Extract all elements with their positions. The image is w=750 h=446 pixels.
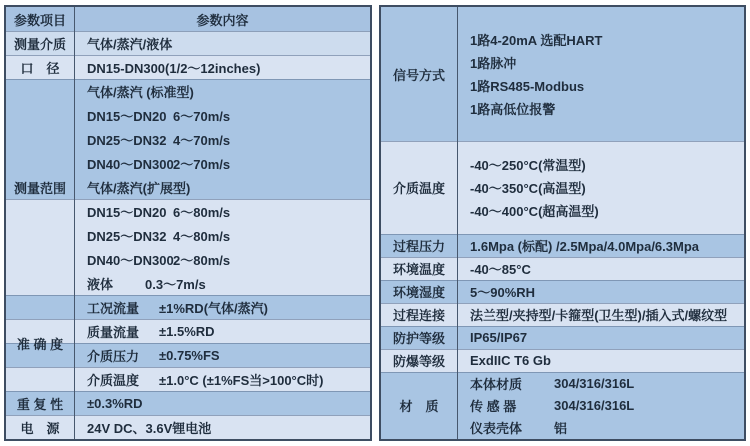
- range-speed: 6～80m/s: [173, 204, 231, 220]
- value-measuring-medium: [75, 31, 370, 55]
- range-subheader: 气体/蒸汽(扩展型): [87, 180, 191, 196]
- material-line: [458, 395, 744, 417]
- label-protection-rating: 防护等级: [392, 331, 445, 346]
- material-line: [458, 373, 744, 395]
- range-speed: 2～70m/s: [173, 156, 231, 172]
- accuracy-line: [75, 295, 370, 319]
- value-text: ±0.3%RD: [87, 395, 143, 411]
- range-line: [75, 127, 370, 151]
- label-ambient-humidity: 环境湿度: [392, 285, 445, 300]
- signal-line-text: 1路RS485-Modbus: [470, 79, 585, 94]
- signal-line: [458, 51, 744, 74]
- range-size: DN25～DN32: [87, 132, 167, 148]
- accuracy-value: ±0.75%FS: [159, 347, 220, 363]
- right-spec-table: [379, 5, 746, 441]
- value-diameter: [75, 55, 370, 79]
- value-ambient-temperature: [458, 257, 744, 280]
- range-line: [75, 175, 370, 199]
- accuracy-value: ±1%RD(气体/蒸汽): [159, 300, 268, 316]
- label-measuring-range: 测量范围: [13, 180, 66, 196]
- range-size: 液体: [87, 276, 114, 292]
- signal-line-text: 1路高低位报警: [470, 102, 556, 117]
- accuracy-item: 工况流量: [87, 300, 140, 316]
- accuracy-line: [75, 367, 370, 391]
- range-subheader: 气体/蒸汽 (标准型): [87, 84, 194, 100]
- value-repeatability: [75, 391, 370, 415]
- value-power-supply: [75, 415, 370, 439]
- range-size: DN40～DN300: [87, 156, 174, 172]
- temperature-line: [458, 199, 744, 222]
- range-line: [75, 247, 370, 271]
- accuracy-line: [75, 319, 370, 343]
- value-text: 1.6Mpa (标配) /2.5Mpa/4.0Mpa/6.3Mpa: [470, 239, 700, 254]
- value-process-pressure: [458, 234, 744, 257]
- accuracy-item: 介质温度: [87, 372, 140, 388]
- range-speed: 6～70m/s: [173, 108, 231, 124]
- accuracy-value: ±1.5%RD: [159, 323, 215, 339]
- material-value: 304/316/316L: [554, 376, 635, 391]
- accuracy-line: [75, 343, 370, 367]
- range-speed: 4～70m/s: [173, 132, 231, 148]
- label-measuring-medium: 测量介质: [13, 36, 66, 52]
- value-explosion-proof: [458, 349, 744, 372]
- label-explosion-proof: 防爆等级: [392, 354, 445, 369]
- material-item: 仪表壳体: [470, 421, 523, 436]
- label-process-pressure: 过程压力: [392, 239, 445, 254]
- value-text: 5～90%RH: [470, 285, 536, 300]
- signal-line: [458, 97, 744, 120]
- value-protection-rating: [458, 326, 744, 349]
- accuracy-value: ±1.0°C (±1%FS当>100°C时): [159, 372, 324, 388]
- col-header-parameter-content: [75, 7, 370, 31]
- range-line: [75, 79, 370, 103]
- value-text: IP65/IP67: [470, 330, 528, 345]
- value-text: DN15-DN300(1/2～12inches): [87, 60, 261, 76]
- range-size: DN15～DN20: [87, 204, 167, 220]
- value-text: 气体/蒸汽/液体: [87, 36, 173, 52]
- range-line: [75, 151, 370, 175]
- temperature-line: [458, 176, 744, 199]
- value-process-connection: [458, 303, 744, 326]
- range-size: DN25～DN32: [87, 228, 167, 244]
- signal-lines-block: [458, 7, 744, 141]
- value-text: 法兰型/夹持型/卡箍型(卫生型)/插入式/螺纹型: [470, 308, 728, 323]
- label-repeatability: 重 复 性: [16, 396, 64, 412]
- label-process-connection: 过程连接: [392, 308, 445, 323]
- value-ambient-humidity: [458, 280, 744, 303]
- material-item: 本体材质: [470, 377, 523, 392]
- label-power-supply: 电 源: [20, 420, 60, 436]
- range-size: DN15～DN20: [87, 108, 167, 124]
- label-diameter: 口 径: [20, 60, 60, 76]
- col-header-parameter-content-text: 参数内容: [196, 12, 249, 28]
- range-speed: 4～80m/s: [173, 228, 231, 244]
- range-size: DN40～DN300: [87, 252, 174, 268]
- range-speed: 2～80m/s: [173, 252, 231, 268]
- range-line: [75, 271, 370, 295]
- signal-line-text: 1路4-20mA 选配HART: [470, 33, 603, 48]
- medium-temperature-block: [458, 141, 744, 234]
- column-divider: [457, 7, 458, 439]
- label-accuracy: 准 确 度: [16, 336, 64, 352]
- value-text: 24V DC、3.6V锂电池: [87, 420, 212, 436]
- signal-line: [458, 74, 744, 97]
- material-block: [458, 372, 744, 439]
- material-item: 传 感 器: [470, 399, 517, 414]
- label-signal-type: 信号方式: [392, 67, 445, 83]
- label-ambient-temperature: 环境温度: [392, 262, 445, 277]
- material-value: 304/316/316L: [554, 398, 635, 413]
- signal-line: [458, 28, 744, 51]
- value-text: -40～85°C: [470, 262, 531, 277]
- range-line: [75, 223, 370, 247]
- signal-line-text: 1路脉冲: [470, 56, 517, 71]
- label-medium-temperature: 介质温度: [392, 181, 445, 196]
- left-spec-table: [4, 5, 372, 441]
- col-header-parameter-item: 参数项目: [13, 12, 66, 28]
- temperature-line: [458, 153, 744, 176]
- temperature-line-text: -40～400°C(超高温型): [470, 204, 599, 219]
- range-line: [75, 199, 370, 223]
- range-line: [75, 103, 370, 127]
- material-line: [458, 417, 744, 439]
- temperature-line-text: -40～350°C(高温型): [470, 181, 586, 196]
- value-text: ExdIIC T6 Gb: [470, 353, 551, 368]
- column-divider: [74, 7, 75, 439]
- accuracy-item: 介质压力: [87, 348, 140, 364]
- accuracy-item: 质量流量: [87, 324, 140, 340]
- temperature-line-text: -40～250°C(常温型): [470, 158, 586, 173]
- label-material: 材 质: [399, 399, 439, 414]
- material-value: 铝: [554, 421, 568, 436]
- range-speed: 0.3～7m/s: [145, 276, 206, 292]
